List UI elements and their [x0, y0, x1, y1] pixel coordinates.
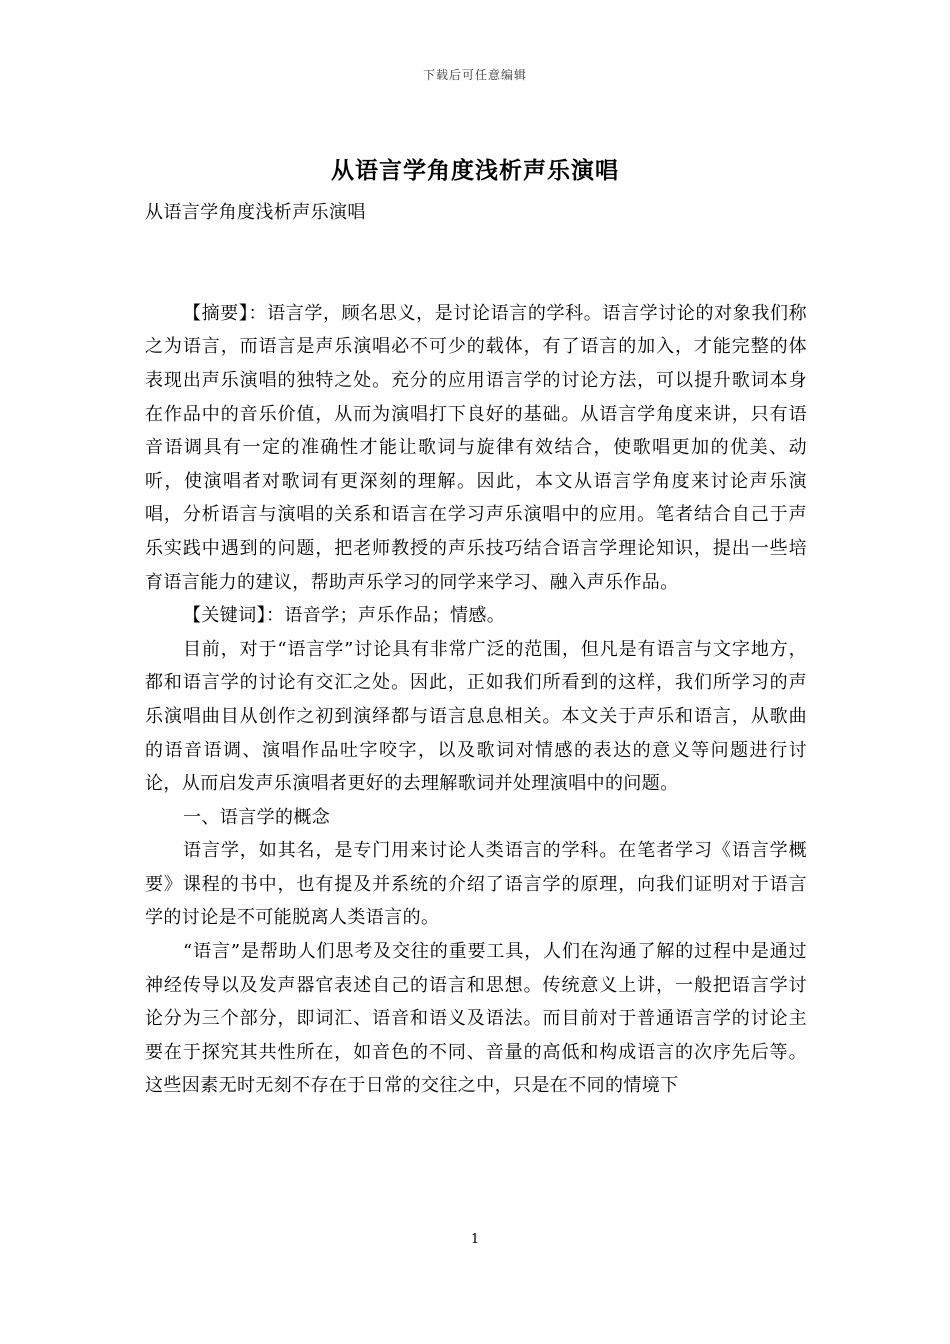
- body-paragraph: “语言”是帮助人们思考及交往的重要工具，人们在沟通了解的过程中是通过神经传导以及发声器官表述自己的语言和思想。传统意义上讲，一般把语言学讨论分为三个部分，即词汇、语音和语义及语法。而目前对于普通语言学的讨论主要在于探究其共性所在，如音色的不同、音量的高低和构成语言的次序先后等。这些因素无时无刻不存在于日常的交往之中，只是在不同的情境下: [145, 941, 807, 1097]
- page-number: 1: [470, 1232, 480, 1247]
- keywords-paragraph: 【关键词】：语音学；声乐作品；情感。: [183, 605, 506, 627]
- section-heading: 一、语言学的概念: [183, 806, 331, 828]
- body-paragraph: 语言学，如其名，是专门用来讨论人类语言的学科。在笔者学习《语言学概要》课程的书中，也有提及并系统的介绍了语言学的原理，向我们证明对于语言学的讨论是不可能脱离人类语言的。: [145, 840, 807, 929]
- blank-line: [145, 263, 807, 297]
- document-title: 从语言学角度浅析声乐演唱: [331, 157, 619, 184]
- intro-paragraph: 目前，对于“语言学”讨论具有非常广泛的范围，但凡是有语言与文字地方，都和语言学的讨论有交汇之处。因此，正如我们所看到的这样，我们所学习的声乐演唱曲目从创作之初到演绎都与语言息息相关。本文关于声乐和语言，从歌曲的语音语调、演唱作品吐字咬字，以及歌词对情感的表达的意义等问题进行讨论，从而启发声乐演唱者更好的去理解歌词并处理演唱中的问题。: [145, 638, 807, 795]
- document-subtitle: 从语言学角度浅析声乐演唱: [145, 202, 366, 223]
- header-note: 下载后可任意编辑: [422, 68, 527, 82]
- abstract-paragraph: 【摘要】：语言学，顾名思义，是讨论语言的学科。语言学讨论的对象我们称之为语言，而语言是声乐演唱必不可少的载体，有了语言的加入，才能完整的体表现出声乐演唱的独特之处。充分的应用语言学的讨论方法，可以提升歌词本身在作品中的音乐价值，从而为演唱打下良好的基础。从语言学角度来讲，只有语音语调具有一定的准确性才能让歌词与旋律有效结合，使歌唱更加的优美、动听，使演唱者对歌词有更深刻的理解。因此，本文从语言学角度来讨论声乐演唱，分析语言与演唱的关系和语言在学习声乐演唱中的应用。笔者结合自己于声乐实践中遇到的问题，把老师教授的声乐技巧结合语言学理论知识，提出一些培育语言能力的建议，帮助声乐学习的同学来学习、融入声乐作品。: [145, 302, 807, 593]
- document-body: [145, 196, 807, 1103]
